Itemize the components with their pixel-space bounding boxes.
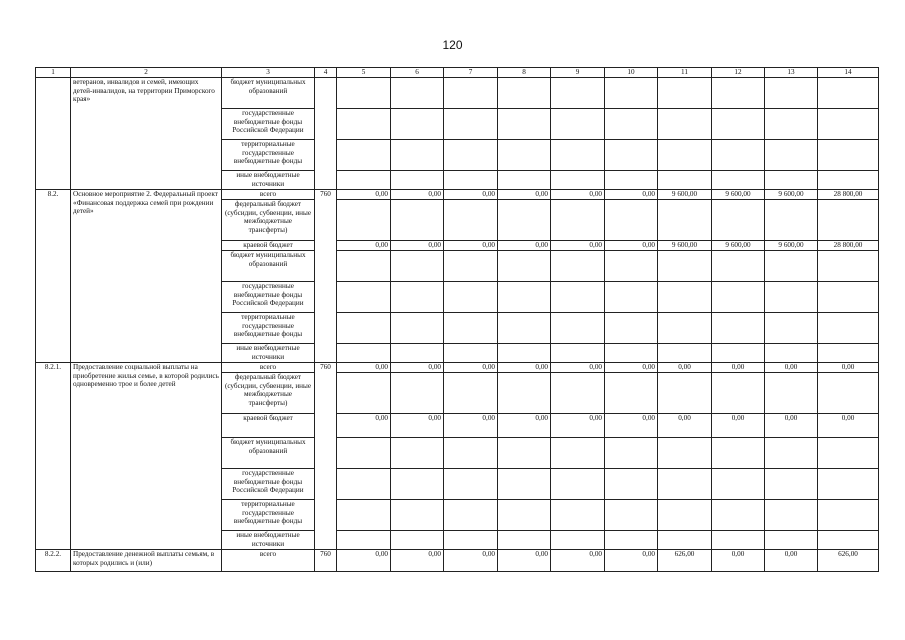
value-cell: 0,00 [391, 363, 444, 373]
value-cell: 0,00 [712, 414, 765, 438]
value-cell [551, 344, 605, 363]
value-cell [818, 469, 879, 500]
funding-source-cell: всего [222, 363, 315, 373]
funding-source-cell: федеральный бюджет (субсидии, субвенции, иные межбюджетные трансферты) [222, 373, 315, 414]
value-cell: 9 600,00 [658, 190, 712, 200]
value-cell: 0,00 [498, 363, 551, 373]
item-title-cell: ветеранов, инвалидов и семей, имеющих детей-инвалидов, на территории Приморского края» [71, 78, 222, 190]
value-cell [391, 78, 444, 109]
value-cell: 0,00 [605, 241, 658, 251]
value-cell [605, 251, 658, 282]
value-cell [605, 469, 658, 500]
value-cell [498, 251, 551, 282]
table-row [36, 190, 879, 200]
value-cell [391, 200, 444, 241]
value-cell [712, 282, 765, 313]
budget-table [35, 67, 879, 572]
value-cell [658, 171, 712, 190]
funding-source-cell: территориальные государственные внебюджетные фонды [222, 500, 315, 531]
value-cell [605, 313, 658, 344]
value-cell: 0,00 [658, 363, 712, 373]
value-cell [658, 500, 712, 531]
value-cell [765, 313, 818, 344]
value-cell [605, 140, 658, 171]
value-cell [765, 109, 818, 140]
value-cell [337, 140, 391, 171]
value-cell [712, 251, 765, 282]
column-number-cell: 13 [765, 68, 818, 78]
value-cell: 0,00 [337, 241, 391, 251]
value-cell: 28 800,00 [818, 241, 879, 251]
value-cell: 28 800,00 [818, 190, 879, 200]
value-cell: 0,00 [818, 363, 879, 373]
value-cell [337, 469, 391, 500]
value-cell: 0,00 [658, 414, 712, 438]
funding-source-cell: всего [222, 190, 315, 200]
value-cell [658, 200, 712, 241]
value-cell: 9 600,00 [712, 241, 765, 251]
value-cell: 0,00 [551, 414, 605, 438]
value-cell [551, 313, 605, 344]
value-cell: 0,00 [444, 414, 498, 438]
funding-source-cell: всего [222, 550, 315, 572]
value-cell: 0,00 [818, 414, 879, 438]
value-cell [444, 438, 498, 469]
table-row [36, 550, 879, 572]
value-cell [712, 78, 765, 109]
value-cell [818, 531, 879, 550]
value-cell: 0,00 [605, 363, 658, 373]
value-cell: 0,00 [337, 190, 391, 200]
value-cell [551, 282, 605, 313]
value-cell [337, 251, 391, 282]
value-cell [605, 200, 658, 241]
value-cell: 9 600,00 [765, 190, 818, 200]
value-cell [444, 344, 498, 363]
value-cell [765, 200, 818, 241]
column-number-cell: 11 [658, 68, 712, 78]
funding-source-cell: иные внебюджетные источники [222, 531, 315, 550]
value-cell [444, 313, 498, 344]
value-cell [818, 344, 879, 363]
value-cell [712, 171, 765, 190]
column-number-row [36, 68, 879, 78]
value-cell [765, 282, 818, 313]
value-cell: 0,00 [498, 414, 551, 438]
value-cell: 0,00 [605, 414, 658, 438]
funding-source-cell: краевой бюджет [222, 241, 315, 251]
value-cell [444, 140, 498, 171]
value-cell [391, 251, 444, 282]
value-cell: 0,00 [551, 241, 605, 251]
value-cell [818, 373, 879, 414]
value-cell [712, 373, 765, 414]
value-cell [498, 344, 551, 363]
value-cell [498, 78, 551, 109]
value-cell: 0,00 [391, 190, 444, 200]
value-cell [712, 531, 765, 550]
value-cell [444, 373, 498, 414]
value-cell [605, 171, 658, 190]
value-cell: 0,00 [391, 241, 444, 251]
value-cell [818, 438, 879, 469]
value-cell: 0,00 [551, 363, 605, 373]
value-cell [551, 200, 605, 241]
value-cell [337, 373, 391, 414]
value-cell: 0,00 [391, 414, 444, 438]
code-cell: 760 [315, 363, 337, 550]
funding-source-cell: государственные внебюджетные фонды Российской Федерации [222, 469, 315, 500]
value-cell [498, 373, 551, 414]
value-cell [551, 140, 605, 171]
value-cell [551, 78, 605, 109]
column-number-cell: 4 [315, 68, 337, 78]
value-cell [818, 500, 879, 531]
value-cell: 0,00 [337, 414, 391, 438]
column-number-cell: 6 [391, 68, 444, 78]
value-cell [605, 109, 658, 140]
value-cell [391, 313, 444, 344]
value-cell [391, 438, 444, 469]
code-cell [315, 78, 337, 190]
value-cell [498, 200, 551, 241]
column-number-cell: 8 [498, 68, 551, 78]
column-number-cell: 1 [36, 68, 71, 78]
value-cell [818, 200, 879, 241]
value-cell: 0,00 [605, 190, 658, 200]
item-number-cell: 8.2.2. [36, 550, 71, 572]
funding-source-cell: территориальные государственные внебюджетные фонды [222, 140, 315, 171]
value-cell: 0,00 [444, 550, 498, 572]
value-cell [712, 500, 765, 531]
value-cell [765, 531, 818, 550]
value-cell [658, 344, 712, 363]
funding-source-cell: краевой бюджет [222, 414, 315, 438]
value-cell [765, 438, 818, 469]
table-row [36, 363, 879, 373]
value-cell [498, 469, 551, 500]
value-cell [444, 109, 498, 140]
value-cell [337, 282, 391, 313]
value-cell [818, 251, 879, 282]
column-number-cell: 5 [337, 68, 391, 78]
value-cell [551, 438, 605, 469]
value-cell [498, 282, 551, 313]
value-cell [444, 200, 498, 241]
value-cell: 0,00 [444, 241, 498, 251]
value-cell [551, 251, 605, 282]
value-cell: 0,00 [765, 550, 818, 572]
value-cell: 0,00 [337, 363, 391, 373]
code-cell: 760 [315, 190, 337, 363]
table-row [36, 78, 879, 109]
funding-source-cell: федеральный бюджет (субсидии, субвенции, иные межбюджетные трансферты) [222, 200, 315, 241]
column-number-cell: 9 [551, 68, 605, 78]
value-cell [658, 78, 712, 109]
funding-source-cell: бюджет муниципальных образований [222, 438, 315, 469]
value-cell: 0,00 [498, 190, 551, 200]
item-title-cell: Предоставление социальной выплаты на приобретение жилья семье, в которой родились одновременно трое и более детей [71, 363, 222, 550]
value-cell [605, 438, 658, 469]
value-cell [498, 500, 551, 531]
value-cell: 0,00 [498, 241, 551, 251]
value-cell [605, 78, 658, 109]
value-cell [551, 171, 605, 190]
value-cell [337, 313, 391, 344]
value-cell [337, 438, 391, 469]
value-cell: 0,00 [765, 414, 818, 438]
value-cell [658, 313, 712, 344]
value-cell [498, 438, 551, 469]
value-cell: 0,00 [444, 363, 498, 373]
funding-source-cell: государственные внебюджетные фонды Российской Федерации [222, 109, 315, 140]
item-number-cell: 8.2. [36, 190, 71, 363]
value-cell [605, 373, 658, 414]
value-cell [498, 109, 551, 140]
value-cell [712, 200, 765, 241]
value-cell [444, 531, 498, 550]
value-cell [712, 438, 765, 469]
value-cell [765, 344, 818, 363]
column-number-cell: 3 [222, 68, 315, 78]
code-cell: 760 [315, 550, 337, 572]
value-cell [498, 140, 551, 171]
value-cell [765, 469, 818, 500]
value-cell [712, 109, 765, 140]
value-cell [551, 109, 605, 140]
value-cell: 0,00 [498, 550, 551, 572]
value-cell [337, 500, 391, 531]
item-number-cell [36, 78, 71, 190]
value-cell [658, 251, 712, 282]
value-cell [391, 344, 444, 363]
value-cell [765, 140, 818, 171]
funding-source-cell: государственные внебюджетные фонды Российской Федерации [222, 282, 315, 313]
value-cell [337, 200, 391, 241]
value-cell [498, 313, 551, 344]
column-number-cell: 14 [818, 68, 879, 78]
value-cell [658, 282, 712, 313]
value-cell [765, 171, 818, 190]
value-cell [498, 531, 551, 550]
value-cell [391, 531, 444, 550]
funding-source-cell: бюджет муниципальных образований [222, 251, 315, 282]
value-cell [658, 438, 712, 469]
value-cell: 626,00 [658, 550, 712, 572]
value-cell [765, 373, 818, 414]
value-cell [712, 140, 765, 171]
value-cell [444, 500, 498, 531]
value-cell [765, 500, 818, 531]
item-title-cell: Основное мероприятие 2. Федеральный проект «Финансовая поддержка семей при рождении детей» [71, 190, 222, 363]
funding-source-cell: бюджет муниципальных образований [222, 78, 315, 109]
value-cell: 0,00 [551, 190, 605, 200]
value-cell [391, 109, 444, 140]
value-cell [658, 109, 712, 140]
value-cell [658, 373, 712, 414]
value-cell [337, 531, 391, 550]
value-cell [818, 313, 879, 344]
value-cell [337, 171, 391, 190]
value-cell [658, 140, 712, 171]
value-cell [391, 282, 444, 313]
value-cell: 0,00 [444, 190, 498, 200]
value-cell [391, 171, 444, 190]
value-cell [658, 469, 712, 500]
value-cell: 0,00 [551, 550, 605, 572]
column-number-cell: 7 [444, 68, 498, 78]
value-cell [818, 282, 879, 313]
item-number-cell: 8.2.1. [36, 363, 71, 550]
value-cell [391, 469, 444, 500]
value-cell [444, 469, 498, 500]
value-cell [444, 78, 498, 109]
value-cell [551, 373, 605, 414]
value-cell [391, 140, 444, 171]
funding-source-cell: территориальные государственные внебюджетные фонды [222, 313, 315, 344]
value-cell [337, 109, 391, 140]
value-cell [712, 469, 765, 500]
value-cell [551, 531, 605, 550]
value-cell [444, 282, 498, 313]
value-cell [391, 500, 444, 531]
value-cell: 0,00 [391, 550, 444, 572]
column-number-cell: 12 [712, 68, 765, 78]
value-cell: 0,00 [712, 363, 765, 373]
column-number-cell: 10 [605, 68, 658, 78]
value-cell: 0,00 [337, 550, 391, 572]
value-cell: 9 600,00 [658, 241, 712, 251]
column-number-cell: 2 [71, 68, 222, 78]
value-cell [712, 313, 765, 344]
value-cell [498, 171, 551, 190]
value-cell [712, 344, 765, 363]
value-cell [605, 282, 658, 313]
value-cell [605, 344, 658, 363]
value-cell [818, 140, 879, 171]
value-cell [391, 373, 444, 414]
value-cell [818, 109, 879, 140]
value-cell [818, 78, 879, 109]
value-cell [337, 344, 391, 363]
value-cell: 0,00 [765, 363, 818, 373]
funding-source-cell: иные внебюджетные источники [222, 171, 315, 190]
value-cell [765, 251, 818, 282]
value-cell [551, 469, 605, 500]
value-cell: 626,00 [818, 550, 879, 572]
value-cell [765, 78, 818, 109]
value-cell [337, 78, 391, 109]
value-cell [605, 500, 658, 531]
value-cell: 9 600,00 [765, 241, 818, 251]
value-cell [551, 500, 605, 531]
value-cell [658, 531, 712, 550]
value-cell: 9 600,00 [712, 190, 765, 200]
value-cell [444, 251, 498, 282]
value-cell [444, 171, 498, 190]
item-title-cell: Предоставление денежной выплаты семьям, в которых родились и (или) [71, 550, 222, 572]
value-cell [605, 531, 658, 550]
value-cell: 0,00 [712, 550, 765, 572]
funding-source-cell: иные внебюджетные источники [222, 344, 315, 363]
value-cell: 0,00 [605, 550, 658, 572]
value-cell [818, 171, 879, 190]
page-number: 120 [442, 38, 463, 52]
